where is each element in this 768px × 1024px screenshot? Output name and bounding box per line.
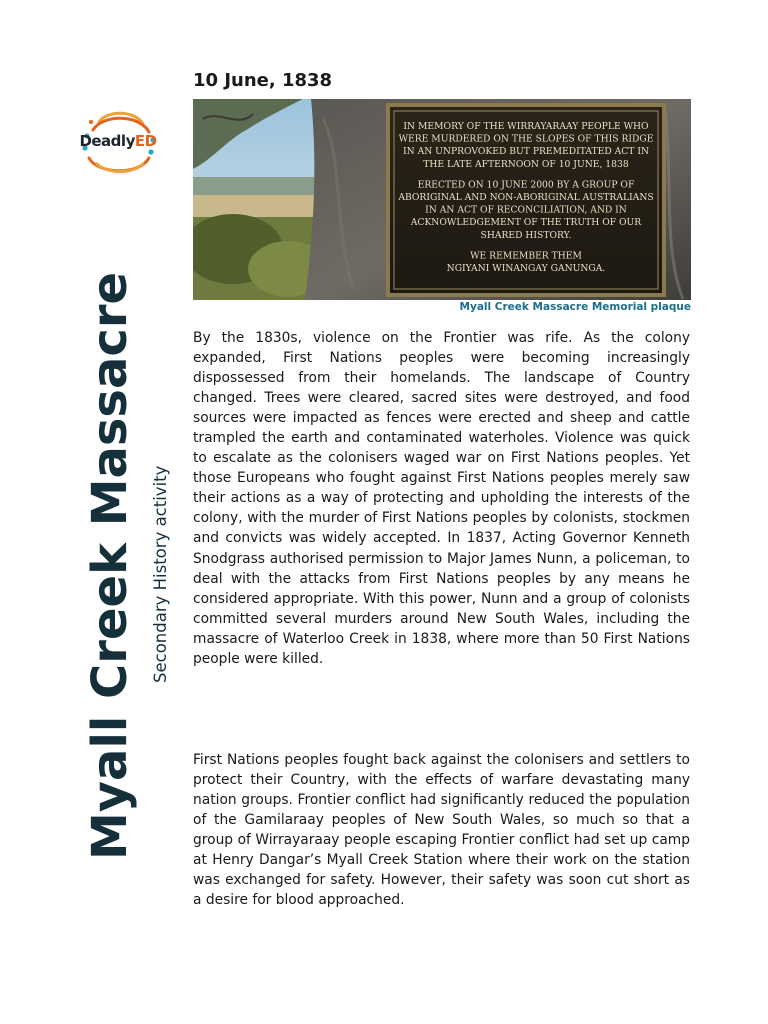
body-paragraph-1: By the 1830s, violence on the Frontier was rife. As the colony expanded, First Nations peoples were becoming increasingly dispossessed from their homelands. The landscape of Country changed. Trees were cleared, sacred sites were destroyed, and food sources were impacted as fences were erected and sheep and cattle trampled the earth and contaminated waterholes. Violence was quick to escalate as the colonisers waged war on First Nations peoples. Yet those Europeans who fought against First Nations peoples merely saw their actions as a way of protecting and upholding the interests of the colony, with the murder of First Nations peoples by colonists, stockmen and convicts was widely accepted. In 1837, Acting Governor Kenneth Snodgrass authorised permission to Major James Nunn, a policeman, to deal with the attacks from First Nations peoples by any means he considered appropriate. With this power, Nunn and a group of colonists committed several murders around New South Wales, including the massacre of Waterloo Creek in 1838, where more than 50 First Nations people were killed. [193, 330, 690, 667]
plaque-photo-image [193, 99, 691, 300]
plaque-inscription-line: IN MEMORY OF THE WIRRAYARAAY PEOPLE WHO [403, 121, 649, 132]
plaque-inscription-line: WE REMEMBER THEM [470, 250, 582, 262]
plaque-inscription-line: WERE MURDERED ON THE SLOPES OF THIS RIDGE [398, 133, 654, 145]
plaque-inscription-line: ABORIGINAL AND NON-ABORIGINAL AUSTRALIANS [398, 192, 654, 203]
logo-text [79, 132, 157, 150]
plaque-inscription-line: ACKNOWLEDGEMENT OF THE TRUTH OF OUR [410, 217, 642, 229]
plaque-inscription-line: IN AN ACT OF RECONCILIATION, AND IN [425, 204, 627, 216]
page-subtitle: Secondary History activity [151, 465, 170, 683]
logo-text-suffix: ED [134, 132, 157, 150]
deadlyed-logo [77, 108, 159, 178]
memorial-plaque-photo [193, 99, 691, 300]
page-title: Myall Creek Massacre [82, 271, 138, 860]
event-date: 10 June, 1838 [193, 70, 333, 91]
plaque-inscription-line: SHARED HISTORY. [480, 229, 572, 241]
plaque-inscription-line: IN AN UNPROVOKED BUT PREMEDITATED ACT IN [402, 146, 650, 158]
plaque-inscription-line: ERECTED ON 10 JUNE 2000 BY A GROUP OF [417, 179, 635, 191]
plaque-inscription-line: NGIYANI WINANGAY GANUNGA. [446, 263, 606, 274]
photo-caption: Myall Creek Massacre Memorial plaque [459, 301, 691, 313]
plaque-inscription-line: THE LATE AFTERNOON OF 10 JUNE, 1838 [423, 158, 629, 170]
body-paragraph-2: First Nations peoples fought back against the colonisers and settlers to protect their Country, with the effects of warfare devastating many nation groups. Frontier conflict had significantly reduced the population of the Gamilaraay peoples of New South Wales, so much so that a group of Wirrayaraay people escaping Frontier conflict had set up camp at Henry Dangar’s Myall Creek Station where their work on the station was exchanged for safety. However, their safety was soon cut short as a desire for blood approached. [193, 752, 690, 909]
logo-text-prefix: Deadly [79, 132, 135, 150]
